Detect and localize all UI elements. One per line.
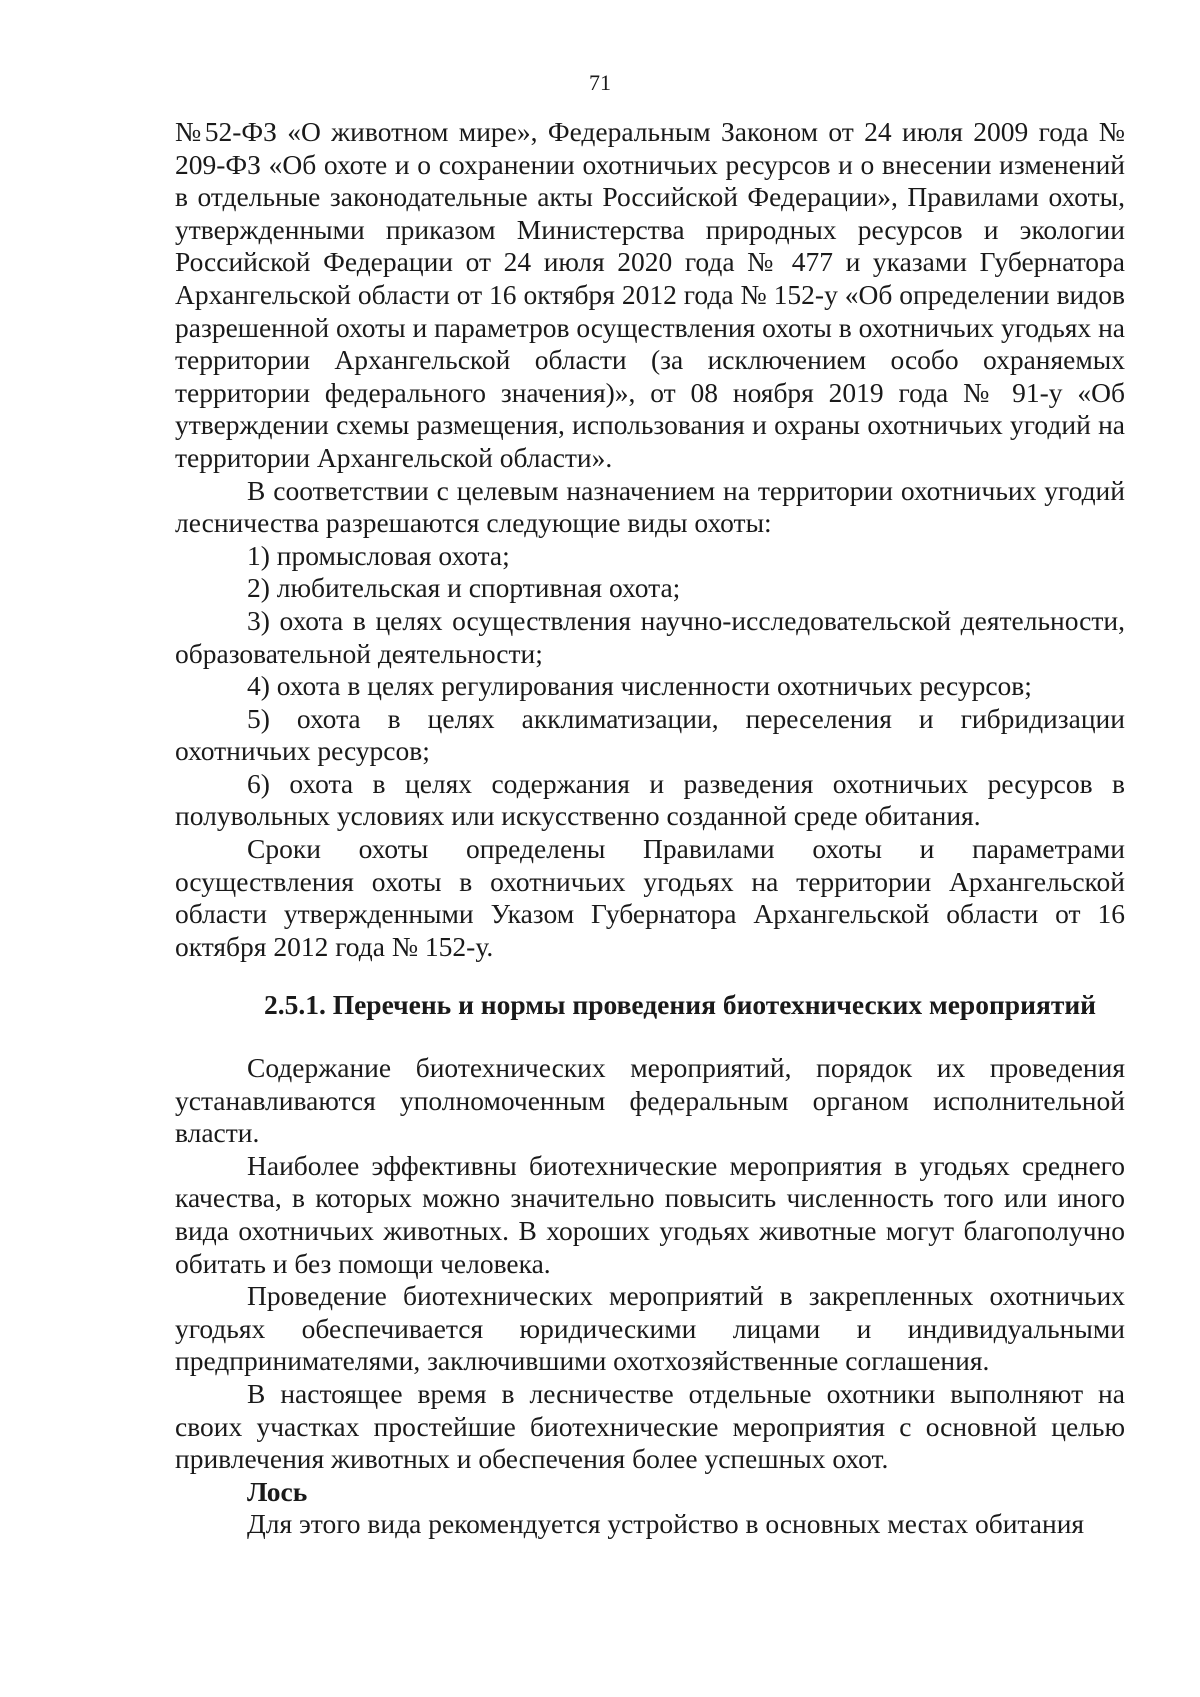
section-heading: 2.5.1. Перечень и нормы проведения биотехнических мероприятий bbox=[263, 989, 1097, 1021]
paragraph-biotech-provision: Проведение биотехнических мероприятий в закрепленных охотничьих угодьях обеспечивается юридическими лицами и индивидуальными предпринимателями, заключившими охотхозяйственные соглашения. bbox=[175, 1280, 1125, 1377]
paragraph-biotech-current: В настоящее время в лесничестве отдельные охотники выполняют на своих участках простейшие биотехнические мероприятия с основной целью привлечения животных и обеспечения более успешных охот. bbox=[175, 1377, 1125, 1475]
paragraph-biotech-content: Содержание биотехнических мероприятий, порядок их проведения устанавливаются уполномоченным федеральным органом исполнительной власти. bbox=[175, 1052, 1125, 1149]
document-body bbox=[175, 116, 1125, 1541]
list-item-hunting-type-5: 5) охота в целях акклиматизации, переселения и гибридизации охотничьих ресурсов; bbox=[175, 702, 1125, 767]
page-number: 71 bbox=[589, 70, 611, 95]
list-item-hunting-type-2: 2) любительская и спортивная охота; bbox=[247, 572, 681, 604]
list-item-hunting-type-4: 4) охота в целях регулирования численности охотничьих ресурсов; bbox=[247, 670, 1032, 702]
species-heading-moose: Лось bbox=[247, 1475, 308, 1507]
paragraph-hunting-types-intro: В соответствии с целевым назначением на территории охотничьих угодий лесничества разрешаются следующие виды охоты: bbox=[175, 474, 1125, 539]
paragraph-moose: Для этого вида рекомендуется устройство в основных местах обитания bbox=[247, 1508, 1085, 1540]
list-item-hunting-type-3: 3) охота в целях осуществления научно-исследовательской деятельности, образовательной деятельности; bbox=[175, 604, 1125, 669]
paragraph-hunting-terms: Сроки охоты определены Правилами охоты и параметрами осуществления охоты в охотничьих угодьях на территории Архангельской области утвержденными Указом Губернатора Архангельской области от 16 октября 2012 года № 152-у. bbox=[175, 833, 1125, 962]
list-item-hunting-type-6: 6) охота в целях содержания и разведения охотничьих ресурсов в полувольных условиях или искусственно созданной среде обитания. bbox=[175, 767, 1125, 832]
paragraph-biotech-effective: Наиболее эффективны биотехнические мероприятия в угодьях среднего качества, в которых можно значительно повысить численность того или иного вида охотничьих животных. В хороших угодьях животные могут благополучно обитать и без помощи человека. bbox=[175, 1149, 1125, 1279]
paragraph-laws: №52-ФЗ «О животном мире», Федеральным Законом от 24 июля 2009 года № 209-ФЗ «Об охоте и о сохранении охотничьих ресурсов и о внесении изменений в отдельные законодательные акты Российской Федерации», Правилами охоты, утвержденными приказом Министерства природных ресурсов и экологии Российской Федерации от 24 июля 2020 года № 477 и указами Губернатора Архангельской области от 16 октября 2012 года № 152-у «Об определении видов разрешенной охоты и параметров осуществления охоты в охотничьих угодьях на территории Архангельской области (за исключением особо охраняемых территории федерального значения)», от 08 ноября 2019 года № 91-у «Об утверждении схемы размещения, использования и охраны охотничьих угодий на территории Архангельской области». bbox=[175, 116, 1125, 473]
list-item-hunting-type-1: 1) промысловая охота; bbox=[247, 539, 510, 571]
